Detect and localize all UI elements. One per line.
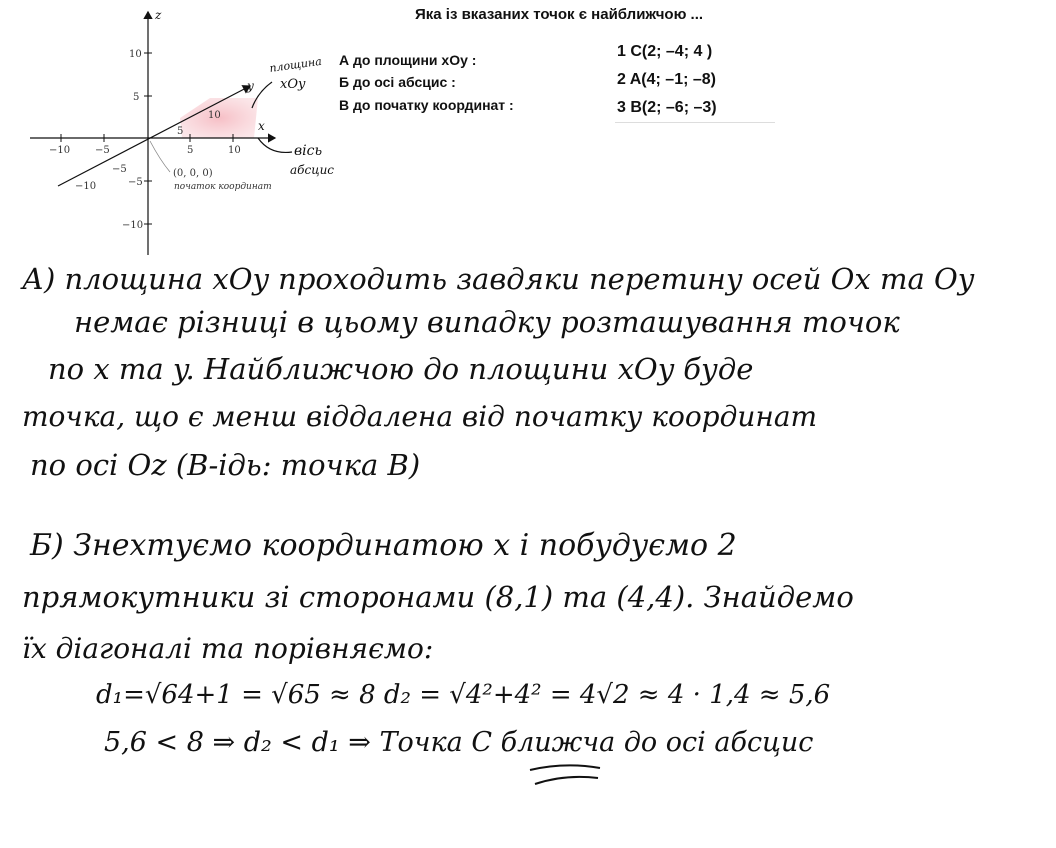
solution-b-line-4: d₁=√64+1 = √65 ≈ 8 d₂ = √4²+4² = 4√2 ≈ 4 · 1,4 ≈ 5,6 bbox=[96, 680, 831, 710]
answer-option-2: 2 A(4; –1; –8) bbox=[617, 71, 716, 88]
coordinate-figure bbox=[0, 0, 340, 260]
origin-label: (0, 0, 0) bbox=[173, 168, 213, 179]
answers-divider bbox=[615, 122, 775, 123]
answer-option-1: 1 C(2; –4; 4 ) bbox=[617, 43, 713, 60]
z-axis-label: z bbox=[155, 8, 162, 22]
solution-b-line-5: 5,6 < 8 ⇒ d₂ < d₁ ⇒ Точка С ближча до осі абсцис bbox=[104, 727, 814, 758]
question-item-b: Б до осі абсцис : bbox=[339, 74, 456, 90]
y-tick-neg10: −10 bbox=[75, 181, 97, 192]
x-tick-10: 10 bbox=[228, 145, 241, 156]
question-title: Яка із вказаних точок є найближчою ... bbox=[415, 6, 704, 23]
note-plane-1: площина bbox=[268, 54, 323, 75]
question-item-c: В до початку координат : bbox=[339, 97, 514, 113]
solution-a-line-4: точка, що є менш віддалена від початку координат bbox=[22, 400, 818, 433]
z-tick-neg5: −5 bbox=[128, 177, 143, 188]
x-tick-neg5: −5 bbox=[95, 145, 110, 156]
underline-point-c bbox=[520, 760, 610, 790]
x-tick-neg10: −10 bbox=[49, 145, 71, 156]
origin-caption: початок координат bbox=[174, 182, 272, 192]
y-axis-label: y bbox=[247, 79, 254, 93]
note-axis-1: вісь bbox=[294, 143, 323, 159]
note-axis-2: абсцис bbox=[290, 163, 335, 177]
solution-b-line-1: Б) Знехтуємо координатою x і побудуємо 2 bbox=[30, 528, 737, 563]
answer-option-3: 3 B(2; –6; –3) bbox=[617, 99, 717, 116]
solution-b-line-3: їх діагоналі та порівняємо: bbox=[22, 632, 434, 665]
y-tick-10: 10 bbox=[208, 110, 221, 121]
x-axis-label: x bbox=[258, 119, 265, 133]
solution-a-line-2: немає різниці в цьому випадку розташування точок bbox=[74, 305, 900, 339]
solution-a-line-1: А) площина xOy проходить завдяки перетину осей Ox та Oy bbox=[22, 262, 975, 296]
solution-a-line-5: по осі Oz (В-ідь: точка В) bbox=[30, 448, 421, 482]
solution-b-line-2: прямокутники зі сторонами (8,1) та (4,4). Знайдемо bbox=[22, 580, 854, 614]
y-tick-5: 5 bbox=[177, 126, 184, 137]
note-plane-2: xOy bbox=[280, 77, 306, 92]
question-item-a: А до площини xOy : bbox=[339, 52, 477, 68]
y-tick-neg5: −5 bbox=[112, 164, 127, 175]
z-tick-neg10: −10 bbox=[122, 220, 144, 231]
solution-a-line-3: по x та y. Найближчою до площини xOy буде bbox=[48, 352, 754, 386]
z-tick-5: 5 bbox=[133, 92, 140, 103]
z-tick-10: 10 bbox=[129, 49, 142, 60]
x-tick-5: 5 bbox=[187, 145, 194, 156]
